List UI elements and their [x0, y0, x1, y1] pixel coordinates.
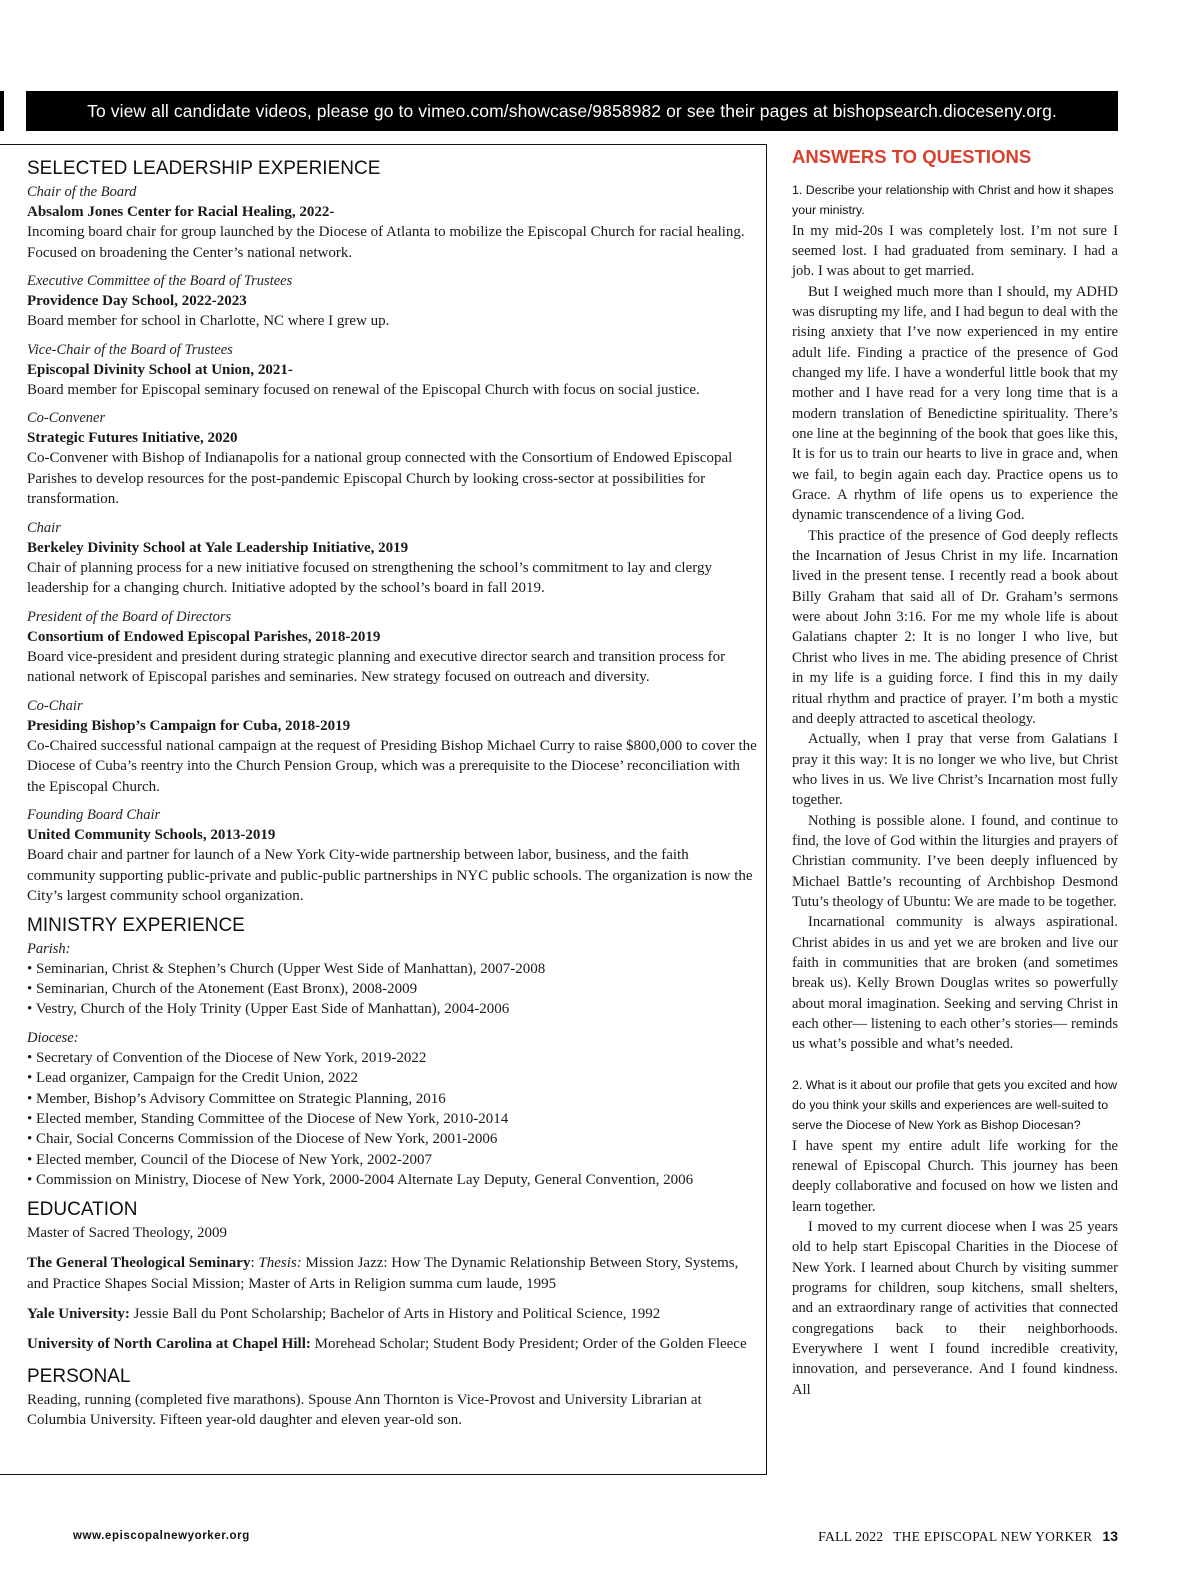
website-link[interactable]: www.episcopalnewyorker.org [73, 1530, 250, 1542]
page-number: 13 [1102, 1528, 1118, 1544]
entry-description: Board member for school in Charlotte, NC where I grew up. [27, 313, 390, 329]
entry-role: Founding Board Chair [27, 807, 161, 823]
education-first: Master of Sacred Theology, 2009 [27, 1224, 227, 1241]
answer-paragraph: Incarnational community is always aspirational. Christ abides in us and yet we are broken and live our faith in communities that are broken (and sometimes break us). Kelly Brown Douglas writes so powerfully about moral imagination. Seeking and serving Christ in each other— listening to each other’s stories— reminds us what’s possible and what’s needed. [792, 914, 1118, 1053]
entry-org: Episcopal Divinity School at Union, 2021- [27, 361, 293, 378]
list-item: • Seminarian, Christ & Stephen’s Church (Upper West Side of Manhattan), 2007-2008 [27, 960, 546, 977]
answer-paragraph: I have spent my entire adult life working for the renewal of Episcopal Church. This journey has been deeply collaborative and focused on how we listen and learn together. [792, 1137, 1118, 1215]
leadership-entry [27, 408, 757, 510]
answer-paragraph: Nothing is possible alone. I found, and continue to find, the love of God within the liturgies and prayers of Christian community. I’ve been deeply influenced by Michael Battle’s recounting of Archbishop Desmond Tutu’s theology of Ubuntu: We are made to be together. [792, 812, 1118, 910]
entry-org: United Community Schools, 2013-2019 [27, 827, 276, 843]
page-footer [818, 1528, 1118, 1546]
entry-role: Chair [27, 519, 61, 536]
entry-role: Vice-Chair of the Board of Trustees [27, 341, 233, 358]
education-detail: Morehead Scholar; Student Body President; Order of the Golden Fleece [310, 1335, 747, 1352]
leadership-entry [27, 340, 757, 401]
entry-description: Incoming board chair for group launched by the Diocese of Atlanta to mobilize the Episcopal Church for racial healing. Focused on broadening the Center’s national network. [27, 224, 745, 261]
answers-column [792, 144, 1118, 1400]
list-item: • Commission on Ministry, Diocese of New York, 2000-2004 Alternate Lay Deputy, General Convention, 2006 [27, 1172, 694, 1189]
answer-1 [792, 221, 1118, 1055]
list-item: • Seminarian, Church of the Atonement (East Bronx), 2008-2009 [27, 980, 418, 997]
education-item [27, 1304, 757, 1325]
education-heading: EDUCATION [27, 1198, 138, 1220]
entry-description: Board vice-president and president during strategic planning and executive director search and transition process for national network of Episcopal parishes and seminaries. New strategy focused on outreach and diversity. [27, 648, 726, 685]
leadership-entry [27, 271, 757, 332]
leadership-entry [27, 607, 757, 688]
leadership-heading: SELECTED LEADERSHIP EXPERIENCE [27, 158, 381, 179]
magazine-name: THE EPISCOPAL NEW YORKER [893, 1529, 1093, 1544]
profile-column [27, 156, 757, 1431]
answer-paragraph: In my mid-20s I was completely lost. I’m not sure I seemed lost. I had graduated from seminary. I had a job. I was about to get married. [792, 222, 1118, 280]
answer-paragraph: But I weighed much more than I should, my ADHD was disrupting my life, and I had begun to deal with the rising anxiety that I’ve now experienced in my entire adult life. Finding a practice of the presence of God changed my life. I have a wonderful little book that my mother and I have read for a very long time that is a modern translation of Benedictine spirituality. There’s one line at the beginning of the book that goes like this, It is for us to train our hearts to live in grace and, when we fail, to begin again each day. Practice opens us to Grace. A rhythm of life opens us to experience the dynamic transcendence of a living God. [792, 283, 1118, 524]
list-item: • Lead organizer, Campaign for the Credit Union, 2022 [27, 1070, 358, 1087]
entry-org: Absalom Jones Center for Racial Healing, 2022- [27, 204, 335, 220]
question-2: 2. What is it about our profile that gets you excited and how do you think your skills and experiences are well-suited to serve the Diocese of New York as Bishop Diocesan? [792, 1077, 1118, 1133]
education-item: The General Theological Seminary: Thesis: Mission Jazz: How The Dynamic Relationship Between Story, Systems, and Practice Shapes Social Mission; Master of Arts in Religion summa cum laude, 1995 [27, 1254, 739, 1292]
entry-description: Co-Chaired successful national campaign at the request of Presiding Bishop Michael Curry to raise $800,000 to cover the Diocese of Cuba’s reentry into the Church Pension Group, which was a prerequisite to the Diocese’ reconciliation with the Episcopal Church. [27, 737, 757, 795]
answer-paragraph: This practice of the presence of God deeply reflects the Incarnation of Jesus Christ in my life. Incarnation lived in the present tense. I recently read a book about Billy Graham that said all of Dr. Graham’s sermons were about John 3:16. For me my whole life is about Galatians chapter 2: It is no longer I who live, but Christ who lives in me. The abiding presence of Christ in my life is a guiding force. I find this in my daily ritual rhythm and practice of prayer. I’m both a mystic and deeply attracted to ascetical theology. [792, 527, 1118, 727]
entry-org: Consortium of Endowed Episcopal Parishes, 2018-2019 [27, 628, 381, 645]
leadership-list [27, 182, 757, 907]
video-banner: To view all candidate videos, please go to vimeo.com/showcase/9858982 or see their pages at bishopsearch.dioceseny.org. [26, 91, 1118, 131]
leadership-entry [27, 805, 757, 907]
school-name: University of North Carolina at Chapel Hill: [27, 1335, 311, 1352]
education-item [27, 1334, 757, 1355]
thesis-label: Thesis: [258, 1254, 302, 1271]
diocese-label: Diocese: [27, 1029, 79, 1046]
personal-heading: PERSONAL [27, 1365, 131, 1387]
entry-role: Co-Convener [27, 410, 106, 426]
entry-description: Board member for Episcopal seminary focused on renewal of the Episcopal Church with focus on social justice. [27, 381, 700, 398]
education-detail: Mission Jazz: How The Dynamic Relationship Between Story, Systems, and Practice Shapes Social Mission; Master of Arts in Religion summa cum laude, 1995 [27, 1254, 739, 1292]
entry-org: Berkeley Divinity School at Yale Leadership Initiative, 2019 [27, 539, 409, 556]
school-name: Yale University: [27, 1305, 130, 1322]
personal-text: Reading, running (completed five marathons). Spouse Ann Thornton is Vice-Provost and University Librarian at Columbia University. Fifteen year-old daughter and eleven year-old son. [27, 1391, 702, 1429]
leadership-entry [27, 518, 757, 599]
answer-paragraph: Actually, when I pray that verse from Galatians I pray it this way: It is no longer we who live, but Christ who lives in us. We live Christ’s Incarnation most fully together. [792, 731, 1118, 809]
list-item: • Secretary of Convention of the Diocese of New York, 2019-2022 [27, 1049, 427, 1066]
school-name: The General Theological Seminary [27, 1254, 251, 1271]
education-detail: Jessie Ball du Pont Scholarship; Bachelor of Arts in History and Political Science, 1992 [129, 1305, 661, 1322]
entry-org: Presiding Bishop’s Campaign for Cuba, 2018-2019 [27, 717, 351, 734]
entry-role: Co-Chair [27, 697, 83, 714]
list-item: • Vestry, Church of the Holy Trinity (Upper East Side of Manhattan), 2004-2006 [27, 1001, 510, 1018]
list-item: • Elected member, Standing Committee of the Diocese of New York, 2010-2014 [27, 1110, 509, 1127]
entry-org: Providence Day School, 2022-2023 [27, 293, 247, 309]
entry-role: Executive Committee of the Board of Trustees [27, 273, 293, 289]
answers-heading: ANSWERS TO QUESTIONS [792, 146, 1032, 167]
parish-list [27, 959, 757, 1020]
list-item: • Member, Bishop’s Advisory Committee on Strategic Planning, 2016 [27, 1090, 446, 1107]
edge-bar [0, 91, 4, 131]
parish-label: Parish: [27, 940, 71, 957]
list-item: • Chair, Social Concerns Commission of the Diocese of New York, 2001-2006 [27, 1131, 498, 1148]
question-1: 1. Describe your relationship with Christ and how it shapes your ministry. [792, 183, 1114, 218]
entry-description: Co-Convener with Bishop of Indianapolis for a national group connected with the Consortium of Endowed Episcopal Parishes to develop resources for the post-pandemic Episcopal Church by looking cross-sector at possibilities for transformation. [27, 450, 733, 507]
answer-2 [792, 1136, 1118, 1400]
list-item: • Elected member, Council of the Diocese of New York, 2002-2007 [27, 1151, 432, 1168]
leadership-entry [27, 696, 757, 798]
leadership-entry [27, 182, 757, 263]
ministry-heading: MINISTRY EXPERIENCE [27, 914, 245, 936]
entry-description: Chair of planning process for a new initiative focused on strengthening the school’s commitment to lay and clergy leadership for a changing church. Initiative adopted by the school’s board in fall 2019. [27, 559, 712, 596]
entry-role: Chair of the Board [27, 184, 137, 200]
answer-paragraph: I moved to my current diocese when I was 25 years old to help start Episcopal Charities in the Diocese of New York. I learned about Church by visiting summer programs for children, soup kitchens, small shelters, and an extraordinary range of activities that connected congregations back to their neighborhoods. Everywhere I went I found incredible creativity, innovation, and perseverance. And I found kindness. All [792, 1218, 1118, 1398]
issue-label: FALL 2022 [818, 1530, 884, 1545]
entry-org: Strategic Futures Initiative, 2020 [27, 430, 238, 446]
diocese-list [27, 1048, 757, 1191]
entry-description: Board chair and partner for launch of a New York City-wide partnership between labor, business, and the faith community supporting public-private and public-public partnerships in NYC public schools. The organization is now the City’s largest community school organization. [27, 847, 753, 904]
entry-role: President of the Board of Directors [27, 608, 232, 625]
